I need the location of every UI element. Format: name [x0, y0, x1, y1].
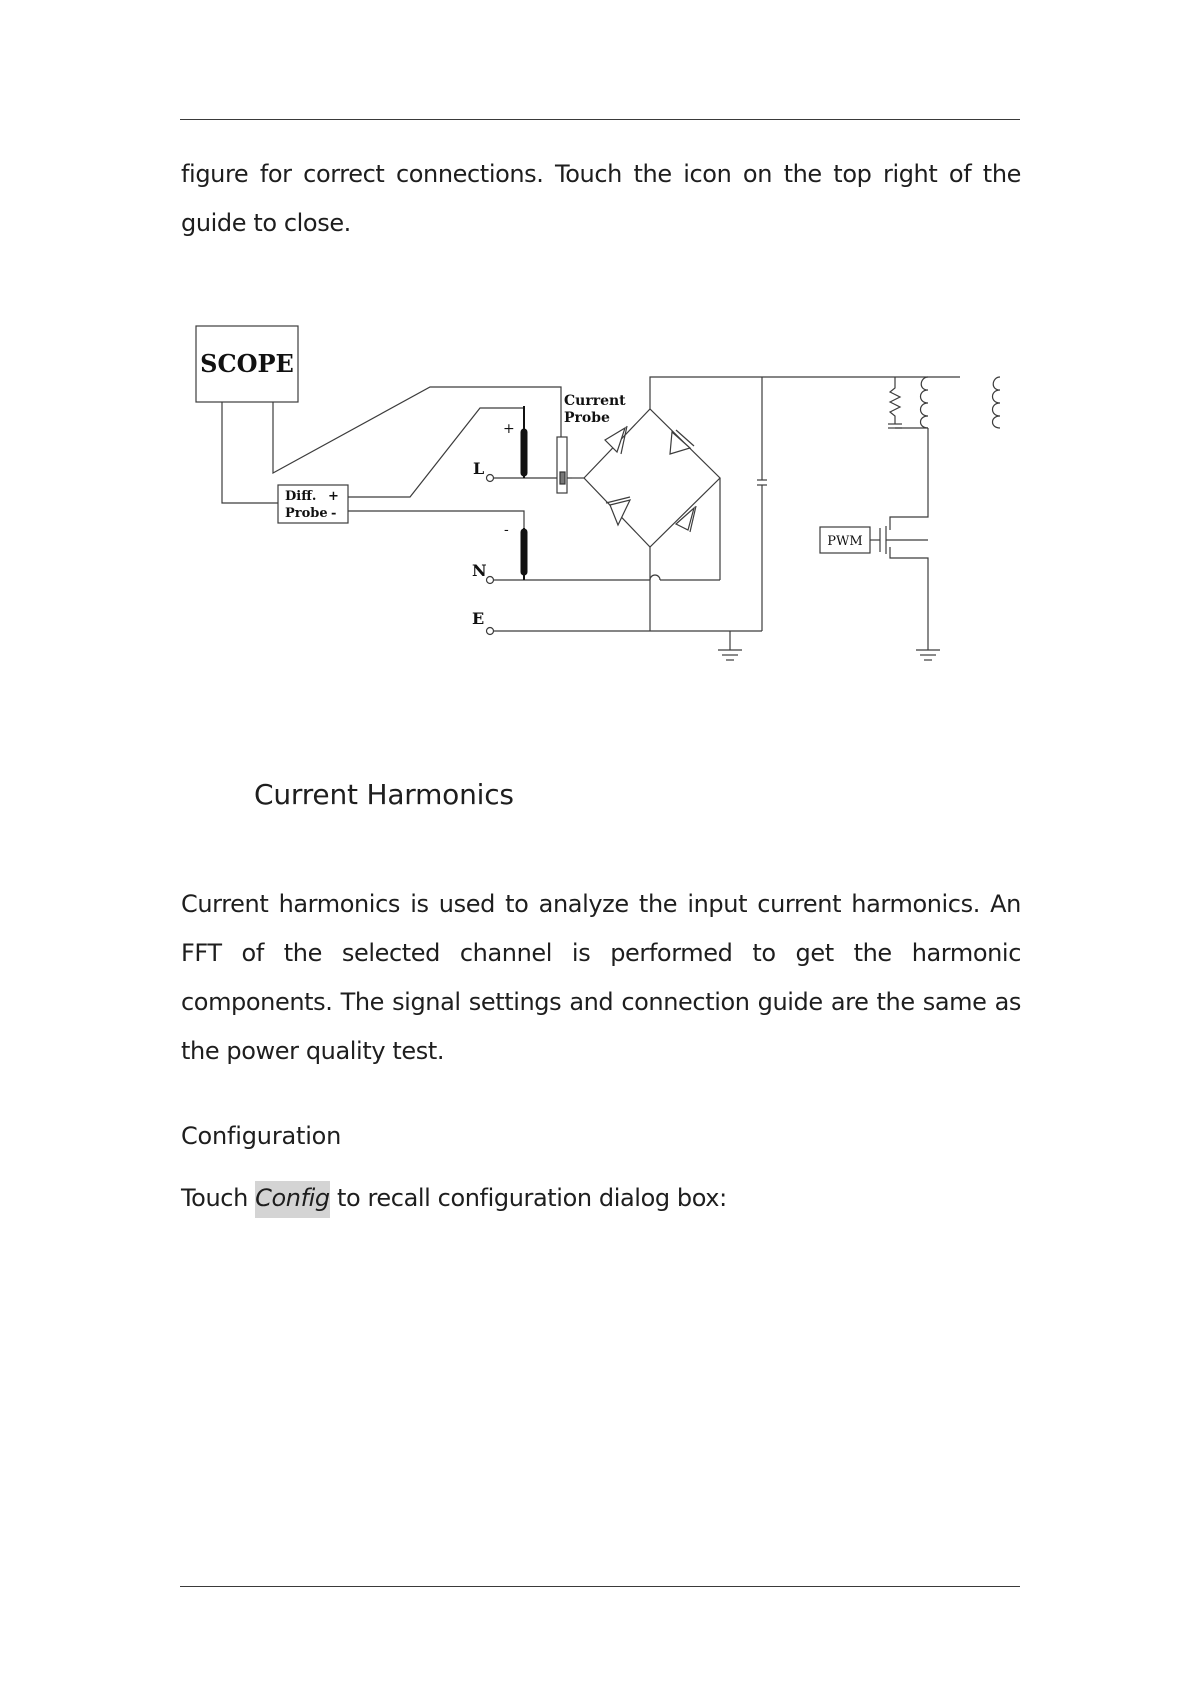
scope-label: SCOPE	[200, 349, 294, 378]
header-rule	[180, 119, 1020, 120]
terminal-l-label: L	[473, 459, 485, 478]
current-probe-label-1: Current	[564, 393, 626, 409]
config-highlight: Config	[255, 1181, 330, 1218]
diff-probe-plus: +	[328, 489, 339, 504]
intro-paragraph: figure for correct connections. Touch the icon on the top right of the guide to close.	[181, 160, 1021, 237]
configuration-text-before: Touch	[181, 1184, 256, 1212]
section-title: Current Harmonics	[254, 778, 514, 811]
diff-probe-label-1: Diff.	[285, 489, 317, 504]
section-body: Current harmonics is used to analyze the input current harmonics. An FFT of the selected channel is performed to get the harmonic components. The signal settings and connection guide are the same as the power quality test.	[181, 890, 1021, 1065]
terminal-e-label: E	[472, 609, 485, 628]
configuration-instruction	[181, 1174, 1021, 1223]
terminal-n-label: N	[472, 561, 487, 580]
diff-probe-label-2: Probe	[285, 506, 328, 521]
pwm-label: PWM	[827, 534, 863, 549]
diff-probe-minus: -	[331, 506, 337, 521]
probe-plus-sign: +	[503, 421, 515, 437]
configuration-title: Configuration	[181, 1122, 342, 1150]
current-probe-label-2: Probe	[564, 410, 610, 426]
connection-diagram	[190, 320, 1010, 670]
probe-minus-sign: -	[504, 522, 509, 538]
footer-rule	[180, 1586, 1020, 1587]
configuration-text-after: to recall configuration dialog box:	[329, 1184, 727, 1212]
current-probe-clamp	[557, 437, 567, 493]
